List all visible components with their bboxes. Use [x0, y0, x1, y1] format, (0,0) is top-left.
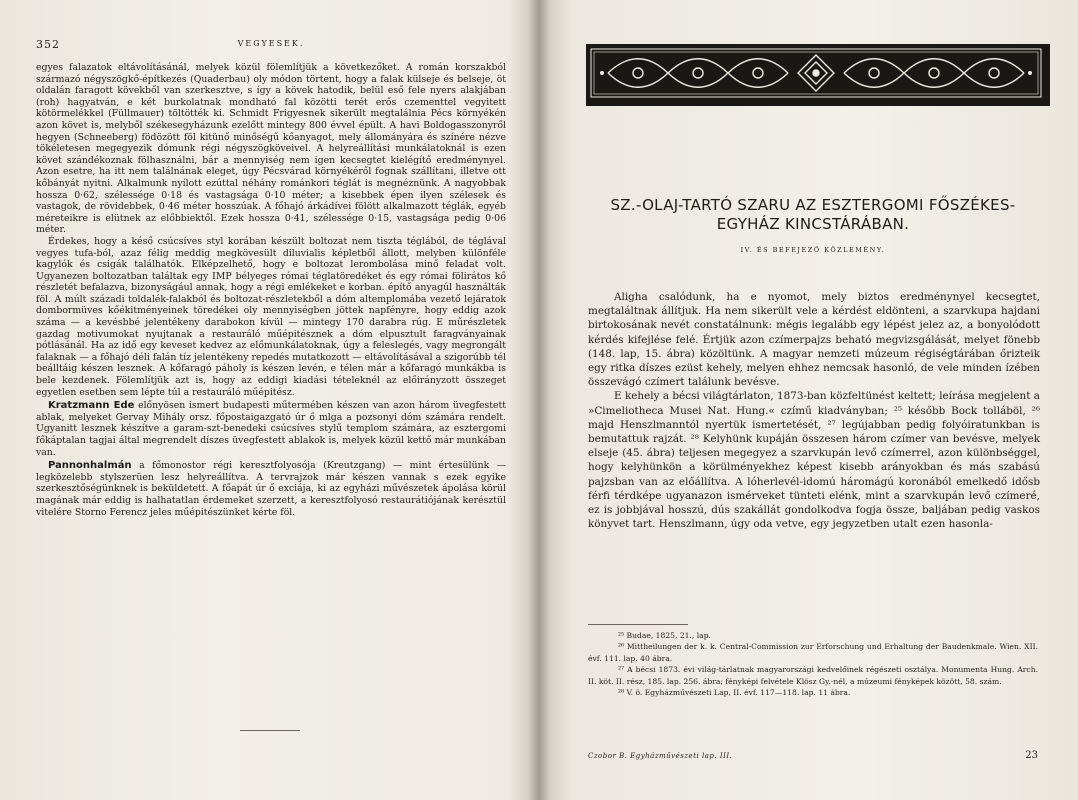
left-running-head [36, 38, 506, 52]
pannonhalma-text: a főmonostor régi keresztfolyosója (Kreutzgang) — mint értesülünk — legközelebb stylszerüen lesz helyreállítva. A tervrajzok már készen vannak s ezek egyike szerkesztőségünknek is beküldetett. A főapát úr ő exciája, ki az egyházi művészetek ápolása körül magának már eddig is halhatatlan érdemeket szerzett, a keresztfolyosó restaurátiójának kerésztül vitelére Storno Ferencz jeles műépitészünket kérte föl. [36, 460, 506, 518]
left-paragraph-1: egyes falazatok eltávolításánál, melyek közül fölemlítjük a következőket. A román korszakból származó négyszögkő-építkezés (Quaderbau) oly módon törtent, hogy a falak külseje és belseje, öt oldalán faragott kövekből van szerkesztve, s így a kövek hatodik, belül eső fele nyers alakjában (roh) hagyatván, e két burkolatnak mondható fal közötti terét erős czementtel vegyitett kötörmelékkel (Füllmauer) töltötték ki. Schmidt Frigyesnek sikerült megtalálnia Pécs környékén azon követ is, melyből székesegyházunk ezelőtt mintegy 800 évvel épült. A havi Boldogasszonyről hegyen (Schneeberg) födözött föl kitünő minőségű kőanyagot, mely állományára és színére nézve tökéletesen megegyezik dómunk régi négyszögköveivel. A helyreállítási munkálatoknál is ezen követ szándékoznak fölhasználni, bár a mennyiség nem igen kecsegtet kielégítő eredménynyel. Azon esetre, ha itt nem találnának eleget, úgy Pécsvárad környékéről fognak szállítani, illetve ott kőbányát nyitni. Alkalmunk nyílott ezúttal néhány románkori téglát is megnéznünk. A nagyobbak hossza 0·62, szélessége 0·18 és vastagsága 0·10 méter; a kisebbek épen ilyen szélesek és vastagok, de rövidebbek, 0·46 méter hosszúak. A főhajó árkádívei fölött alkalmazott téglák, egyéb méreteikre is elütnek az előbbiektől. Ezek hossza 0·41, szélessége 0·15, vastagsága pedig 0·06 méter. [36, 62, 506, 236]
left-end-rule [240, 730, 300, 731]
footnotes [588, 630, 1038, 698]
right-page [548, 0, 1078, 800]
right-body-text [588, 290, 1040, 531]
footnote-rule [588, 624, 688, 625]
kratzmann-text: előnyösen ismert budapesti műtermében készen van azon három üvegfestett ablak, melyeket Gervay Mihály orsz. főpostaigazgató úr ő mlga a pozsonyi dóm számára rendelt. Ugyanitt lesznek készítve a garam-szt-benedeki csúcsíves stylű templom számára, az esztergomi főkáptalan tagjai által megrendelt díszes üvegfestett ablakok is, melyek közül kettő már munkában van. [36, 400, 506, 458]
article-title-line-1: SZ.-OLAJ-TARTÓ SZARU AZ ESZTERGOMI FŐSZÉKES- [610, 196, 1016, 214]
left-paragraph-2: Érdekes, hogy a késő csúcsíves styl korában készült boltozat nem tiszta téglából, de téglával vegyes tufa-ból, azaz félig meddig megkövesült diluvialis képletből állott, melyben különféle kagylók és csigák találhatók. Elképzelhető, hogy e boltozat lerombolása minő feladat volt. Ugyanezen boltozatban találtak egy IMP bélyeges római téglatöredéket és egy római fölirátos kő részletét befalazva, bizonyságául annak, hogy a régi emlékeket e korban. építő anyagúl használták föl. A múlt századi toldalék-falakból és boltozat-részletekből a dóm altemplomába vezető lejáratok dombormüves kőékitményeinek töredékei oly mennyiségben jöttek napfényre, hogy eddig azok száma — a kevésbbé jelentékeny darabokon kívül — mintegy 170 darabra rúg. E műrészletek gazdag motivumokat nyujtanak a restauráló műépitésznek a dóm elpusztult faragványainak pótlásánál. Ha az idő egy keveset kedvez az előmunkálatoknak, úgy a feleslegés, vagy megrongált falaknak — a főhajó déli falán tíz jelentékeny repedés mutatkozott — eltávolításával a szigorúbb tél beálltáig készen lesznek. A kőfaragó páholy is készen levén, e télen már a kőfaragó munkákba is bele kezdenek. Fölemlítjük azt is, hogy az eddigi kiadási tételeknél az előirányzott összeget egyetlen esetben sem lépte túl a restauráló műépitész. [36, 235, 506, 398]
right-paragraph-2: E kehely a bécsi világtárlaton, 1873-ban közfeltünést keltett; leírása megjelent a »Cimeliotheca Musei Nat. Hung.« czímű kiadványban; ²⁵ később Bock tolláböl, ²⁶ majd Henszlmanntól nyertük ismertetését, ²⁷ legújabban pedig folyóiratunkban is bemutattuk rajzát. ²⁸ Kelyhünk kupáján összesen három czímer van bevésve, melyek elseje (45. ábra) teljesen megegyez a szarvkupán levő czímerrel, azon különbséggel, hogy kelyhünkön a körülményekhez képest kisebb arányokban és más szabású pajzsban van az előállítva. A lóherlevél-idomú háromágú koronából emelkedő idősb férfi térdképe ugyanazon ismérveket tünteti elénk, mint a szarvkupán levő czímeré, ez is jobbjával hosszú, dús szakállát gondolkodva fogja össze, baljában pedig vaskos könyvet tart. Henszlmann, úgy oda vetve, egy jegyzetben utalt ezen hasonla- [588, 390, 1040, 531]
kratzmann-paragraph [36, 400, 506, 458]
article-title [588, 196, 1038, 234]
signature-credit: Czobor B. Egyházművészeti lap. III. [588, 752, 733, 760]
footnote-26: ²⁶ Mittheilungen der k. k. Central-Commission zur Erforschung und Erhaltung der Baudenkmale. Wien. XII. évf. 111. lap. 40 ábra. [588, 642, 1038, 663]
left-body-text [36, 62, 506, 518]
right-paragraph-1: Aligha csalódunk, ha e nyomot, mely biztos eredménynyel kecsegtet, megtaláltnak állítjuk. Ha nem sikerült vele a kérdést eldönteni, a szarvkupa hajdani birtokosának nevét constatálnunk: mégis legalább egy lépést jelez az, a bonyolódott kérdés kifejlése felé. Értjük azon czímerpajzs beható megvizsgálását, melyet fönebb (148. lap, 15. ábra) közöltünk. A magyar nemzeti múzeum régiségtárában őrizteik egy ritka díszes ezüst kehely, melyen ehhez nemcsak hasonló, de vele minden ízében összevágó czímert találunk bevésve. [588, 291, 1040, 389]
ornamental-header-band [586, 44, 1050, 106]
pannonhalma-lead: Pannonhalmán [48, 460, 132, 472]
footnote-28: ²⁸ V. ö. Egyházművészeti Lap, II. évf. 117—118. lap. 11 ábra. [618, 688, 851, 698]
right-footer [588, 750, 1038, 764]
left-page [0, 0, 535, 800]
pannonhalma-paragraph [36, 460, 506, 518]
article-subtitle: IV. ÉS BEFEJEZŐ KÖZLEMÉNY. [740, 246, 886, 254]
right-page-number: 23 [1025, 750, 1038, 761]
kratzmann-lead: Kratzmann Ede [48, 400, 135, 412]
footnote-25: ²⁵ Budae, 1825, 21., lap. [618, 631, 711, 640]
footnote-27: ²⁷ A bécsi 1873. évi világ-tárlatnak magyarországi kedvelőinek régészeti osztálya. Monumenta Hung. Arch. II. köt. II. rész, 185. lap. 256. ábra; fényképi felvétele Klösz Gy.-nél, a múzeumi fényképek között, 58. szám. [588, 665, 1038, 686]
left-page-number: 352 [36, 38, 60, 51]
article-title-line-2: EGYHÁZ KINCSTÁRÁBAN. [716, 215, 910, 233]
ornament-pattern [588, 46, 1044, 100]
left-running-title: VEGYESEK. [237, 39, 305, 48]
